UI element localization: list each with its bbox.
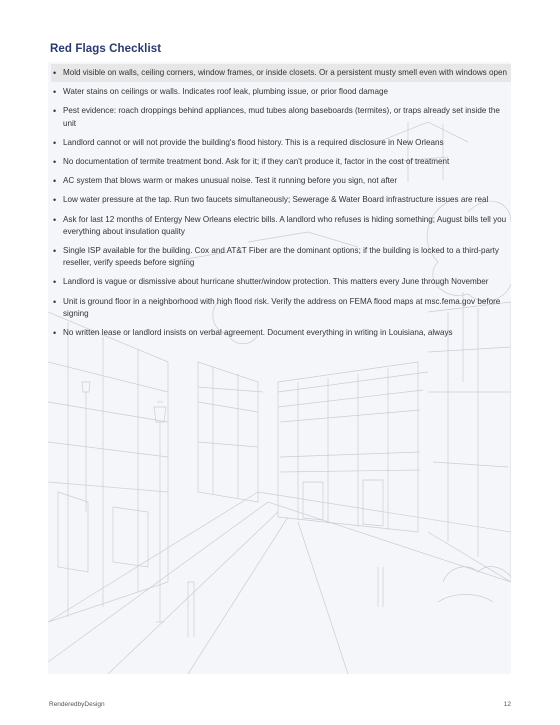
bullet-icon: •: [53, 296, 57, 307]
list-item-text: Landlord cannot or will not provide the building's flood history. This is a required disclosure in New Orleans: [63, 137, 444, 147]
list-item-text: No documentation of termite treatment bond. Ask for it; if they can't produce it, factor in the cost of treatment: [63, 157, 450, 167]
list-item: [51, 273, 511, 291]
bullet-icon: •: [53, 87, 57, 98]
bullet-icon: •: [53, 328, 57, 339]
list-item-text: No written lease or landlord insists on verbal agreement. Document everything in writing in Louisiana, always: [63, 328, 453, 338]
list-item-text: Mold visible on walls, ceiling corners, window frames, or inside closets. Or a persistent musty smell even with windows open: [63, 68, 507, 77]
bullet-icon: •: [53, 157, 57, 168]
list-item-text: Landlord is vague or dismissive about hurricane shutter/window protection. This matters every June through November: [63, 277, 489, 287]
list-item: [51, 83, 511, 101]
bullet-icon: •: [53, 214, 57, 225]
list-item-text: Water stains on ceilings or walls. Indicates roof leak, plumbing issue, or prior flood damage: [63, 87, 388, 97]
red-flags-list: [51, 64, 511, 343]
list-item: [51, 242, 511, 272]
list-item: [51, 134, 511, 152]
footer-brand: RenderedbyDesign: [49, 701, 105, 708]
list-item-text: Unit is ground floor in a neighborhood with high flood risk. Verify the address on FEMA flood maps at msc.fema.gov before signing: [63, 296, 501, 318]
bullet-icon: •: [53, 195, 57, 206]
bullet-icon: •: [53, 137, 57, 148]
checklist-title: Red Flags Checklist: [50, 43, 162, 55]
bullet-icon: •: [53, 176, 57, 187]
bullet-icon: •: [53, 68, 57, 78]
list-item-text: Ask for last 12 months of Entergy New Orleans electric bills. A landlord who refuses is hiding something; August bills tell you everything about insulation quality: [63, 214, 507, 236]
list-item: [51, 293, 511, 323]
bullet-icon: •: [53, 277, 57, 288]
list-item-text: Low water pressure at the tap. Run two faucets simultaneously; Sewerage & Water Board infrastructure issues are real: [63, 195, 489, 205]
list-item: [51, 172, 511, 190]
list-item-text: Single ISP available for the building. Cox and AT&T Fiber are the dominant options; if the building is locked to a third-party reseller, verify speeds before signing: [63, 246, 499, 268]
bullet-icon: •: [53, 246, 57, 257]
list-item: [51, 102, 511, 132]
list-item-text: Pest evidence: roach droppings behind appliances, mud tubes along baseboards (termites), or traps already set inside the unit: [63, 106, 500, 128]
list-item: [51, 191, 511, 209]
bullet-icon: •: [53, 106, 57, 117]
list-item: [51, 324, 511, 342]
list-item-text: AC system that blows warm or makes unusual noise. Test it running before you sign, not after: [63, 176, 398, 186]
page-number: 12: [503, 701, 511, 708]
list-item: [51, 211, 511, 241]
list-item: [51, 153, 511, 171]
list-item: [51, 64, 511, 82]
